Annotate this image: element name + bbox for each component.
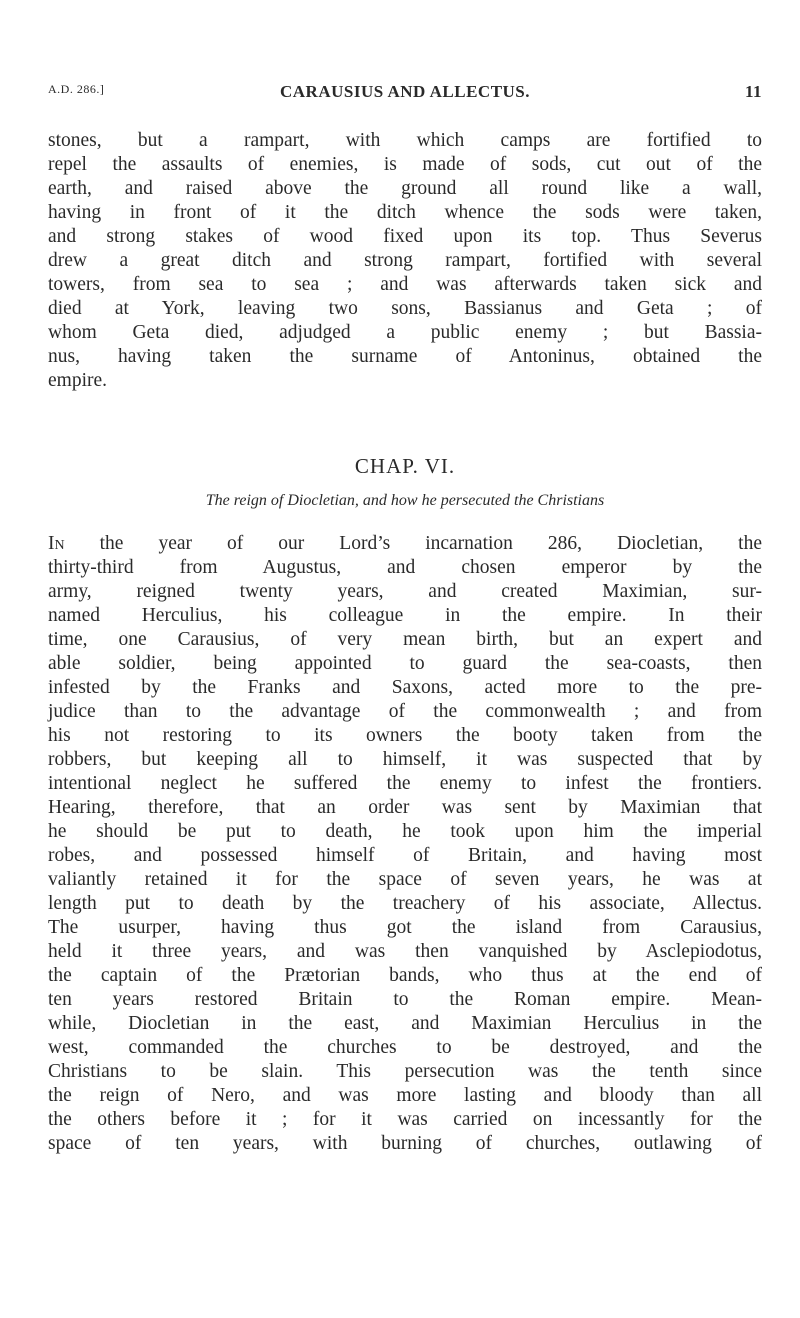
text-line: towers, from sea to sea ; and was afterwards taken sick and — [48, 274, 762, 295]
text-line: and strong stakes of wood fixed upon its top. Thus Severus — [48, 226, 762, 247]
paragraph-2 — [48, 532, 762, 1156]
text-line: The usurper, having thus got the island from Carausius, — [48, 917, 762, 938]
running-head-title: CARAUSIUS AND ALLECTUS. — [279, 82, 531, 101]
text-line: length put to death by the treachery of his associate, Allectus. — [48, 893, 762, 914]
text-line: infested by the Franks and Saxons, acted more to the pre- — [48, 677, 762, 698]
text-line: while, Diocletian in the east, and Maximian Herculius in the — [48, 1013, 762, 1034]
text-line: space of ten years, with burning of churches, outlawing of — [48, 1133, 762, 1154]
text-line — [48, 532, 762, 556]
initial-word: In — [48, 533, 65, 554]
text-line: the others before it ; for it was carried on incessantly for the — [48, 1109, 762, 1130]
text-line: thirty-third from Augustus, and chosen emperor by the — [48, 557, 762, 578]
text-line: able soldier, being appointed to guard the sea-coasts, then — [48, 653, 762, 674]
text-line: Hearing, therefore, that an order was sent by Maximian that — [48, 797, 762, 818]
text-line: the captain of the Prætorian bands, who thus at the end of — [48, 965, 762, 986]
text-line: repel the assaults of enemies, is made of sods, cut out of the — [48, 154, 762, 175]
text-line: time, one Carausius, of very mean birth, but an expert and — [48, 629, 762, 650]
text-line: intentional neglect he suffered the enemy to infest the frontiers. — [48, 773, 762, 794]
text-line: having in front of it the ditch whence the sods were taken, — [48, 202, 762, 223]
running-head-date: A.D. 286.] — [48, 82, 105, 96]
text-line: drew a great ditch and strong rampart, fortified with several — [48, 250, 762, 271]
text-line: empire. — [48, 370, 108, 391]
text-line: named Herculius, his colleague in the empire. In their — [48, 605, 762, 626]
text-line: army, reigned twenty years, and created Maximian, sur- — [48, 581, 762, 602]
text-line: robbers, but keeping all to himself, it was suspected that by — [48, 749, 762, 770]
text-line: judice than to the advantage of the commonwealth ; and from — [48, 701, 762, 722]
paragraph-1 — [48, 129, 762, 393]
text-line: robes, and possessed himself of Britain, and having most — [48, 845, 762, 866]
first-line-rest: the year of our Lord’s incarnation 286, Diocletian, the — [64, 533, 762, 554]
chapter-subtitle: The reign of Diocletian, and how he persecuted the Christians — [205, 492, 605, 509]
text-line: ten years restored Britain to the Roman empire. Mean- — [48, 989, 762, 1010]
text-line: valiantly retained it for the space of seven years, he was at — [48, 869, 762, 890]
text-line: died at York, leaving two sons, Bassianus and Geta ; of — [48, 298, 762, 319]
text-line: nus, having taken the surname of Antoninus, obtained the — [48, 346, 762, 367]
page-number: 11 — [744, 82, 762, 101]
text-line: his not restoring to its owners the booty taken from the — [48, 725, 762, 746]
chapter-heading: CHAP. VI. — [354, 454, 456, 478]
text-line: earth, and raised above the ground all round like a wall, — [48, 178, 762, 199]
text-line: stones, but a rampart, with which camps are fortified to — [48, 130, 762, 151]
running-head — [48, 82, 762, 106]
text-line: Christians to be slain. This persecution was the tenth since — [48, 1061, 762, 1082]
text-line: held it three years, and was then vanquished by Asclepiodotus, — [48, 941, 762, 962]
text-line: whom Geta died, adjudged a public enemy ; but Bassia- — [48, 322, 762, 343]
text-line: west, commanded the churches to be destroyed, and the — [48, 1037, 762, 1058]
text-line: the reign of Nero, and was more lasting and bloody than all — [48, 1085, 762, 1106]
text-line: he should be put to death, he took upon him the imperial — [48, 821, 762, 842]
